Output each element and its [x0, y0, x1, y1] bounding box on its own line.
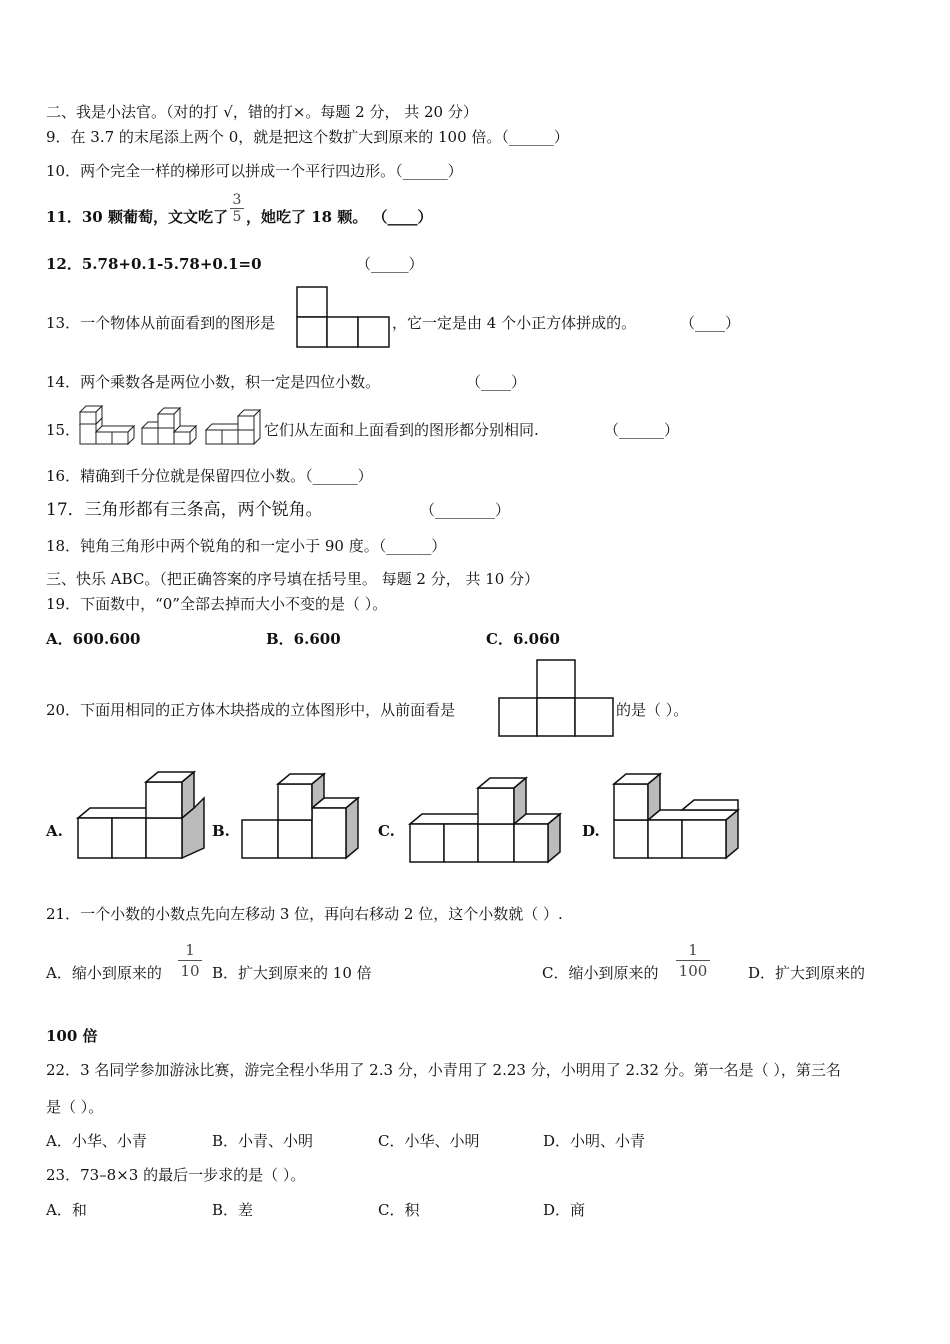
- front-view-figure-q13: [296, 286, 390, 348]
- question-13-part2: ，它一定是由 4 个小正方体拼成的。: [392, 314, 637, 332]
- question-15-number: 15．: [46, 421, 81, 439]
- question-23: 23．73–8×3 的最后一步求的是（ ）。: [46, 1166, 306, 1184]
- question-15-text: 它们从左面和上面看到的图形都分别相同.: [264, 421, 539, 439]
- q20-option-d-label: D.: [582, 822, 600, 840]
- section3-heading: 三、快乐 ABC。（把正确答案的序号填在括号里。 每题 2 分， 共 10 分）: [46, 570, 540, 588]
- section2-heading: 二、我是小法官。（对的打 √，错的打×。每题 2 分， 共 20 分）: [46, 103, 478, 121]
- q21-option-b: B．扩大到原来的 10 倍: [212, 964, 372, 982]
- q21-option-a: A．缩小到原来的: [46, 964, 162, 982]
- question-22-line2: 是（ ）。: [46, 1098, 104, 1116]
- question-14: 14．两个乘数各是两位小数，积一定是四位小数。: [46, 373, 381, 391]
- q22-option-b: B．小青、小明: [212, 1132, 314, 1150]
- q23-option-a: A．和: [46, 1201, 87, 1219]
- question-19: 19．下面数中，“0”全部去掉而大小不变的是（ ）。: [46, 595, 388, 613]
- q20-option-b-figure: [242, 770, 372, 862]
- q22-option-d: D．小明、小青: [543, 1132, 646, 1150]
- question-16: 16．精确到千分位就是保留四位小数。（______）: [46, 467, 373, 485]
- fraction-denominator: 5: [230, 208, 244, 225]
- q22-option-a: A．小华、小青: [46, 1132, 147, 1150]
- q23-option-b: B．差: [212, 1201, 254, 1219]
- question-18: 18．钝角三角形中两个锐角的和一定小于 90 度。（______）: [46, 537, 447, 555]
- fraction-1-10: [178, 940, 202, 981]
- question-20-part2: 的是（ ）。: [616, 701, 689, 719]
- fraction-3-5: [230, 192, 244, 225]
- q22-option-c: C．小华、小明: [378, 1132, 480, 1150]
- q19-option-c: C．6.060: [486, 630, 560, 648]
- q20-option-c-figure: [408, 770, 563, 864]
- question-21: 21．一个小数的小数点先向左移动 3 位，再向右移动 2 位，这个小数就（ ）.: [46, 905, 563, 923]
- q20-option-b-label: B.: [212, 822, 230, 840]
- q23-option-d: D．商: [543, 1201, 586, 1219]
- q23-option-c: C．积: [378, 1201, 420, 1219]
- cube-figures-q15: [78, 404, 264, 448]
- q21-option-d-continued: 100 倍: [46, 1027, 98, 1045]
- question-11-part1: 11．30 颗葡萄，文文吃了: [46, 208, 228, 226]
- q20-option-d-figure: [612, 770, 742, 862]
- question-13-part1: 13．一个物体从前面看到的图形是: [46, 314, 276, 332]
- q21-option-c: C．缩小到原来的: [542, 964, 659, 982]
- question-11-part2: ，她吃了 18 颗。 （____）: [246, 208, 433, 226]
- question-20-part1: 20．下面用相同的正方体木块搭成的立体图形中，从前面看是: [46, 701, 456, 719]
- q19-option-a: A．600.600: [46, 630, 141, 648]
- fraction-denominator: 100: [676, 960, 710, 981]
- fraction-1-100: [676, 940, 710, 981]
- question-15-paren: （______）: [604, 421, 680, 439]
- fraction-denominator: 10: [178, 960, 202, 981]
- q20-option-a-figure: [78, 770, 208, 862]
- fraction-numerator: 3: [232, 192, 242, 208]
- question-9: 9．在 3.7 的末尾添上两个 0，就是把这个数扩大到原来的 100 倍。（______）: [46, 128, 569, 146]
- front-view-figure-q20: [498, 659, 614, 739]
- question-17-paren: （________）: [420, 501, 511, 519]
- question-12-paren: （_____）: [356, 255, 424, 273]
- question-17: 17．三角形都有三条高，两个锐角。: [46, 500, 323, 520]
- q20-option-c-label: C.: [378, 822, 395, 840]
- q21-option-d: D．扩大到原来的: [748, 964, 866, 982]
- question-10: 10．两个完全一样的梯形可以拼成一个平行四边形。（______）: [46, 162, 463, 180]
- question-22-line1: 22．3 名同学参加游泳比赛，游完全程小华用了 2.3 分，小青用了 2.23 分，小明用了 2.32 分。第一名是（ ），第三名: [46, 1061, 841, 1079]
- fraction-numerator: 1: [688, 941, 698, 959]
- q19-option-b: B．6.600: [266, 630, 341, 648]
- q20-option-a-label: A.: [46, 822, 63, 840]
- question-13-paren: （____）: [680, 314, 741, 332]
- question-12: 12．5.78+0.1-5.78+0.1=0: [46, 255, 262, 273]
- question-14-paren: （____）: [466, 373, 527, 391]
- fraction-numerator: 1: [185, 941, 195, 959]
